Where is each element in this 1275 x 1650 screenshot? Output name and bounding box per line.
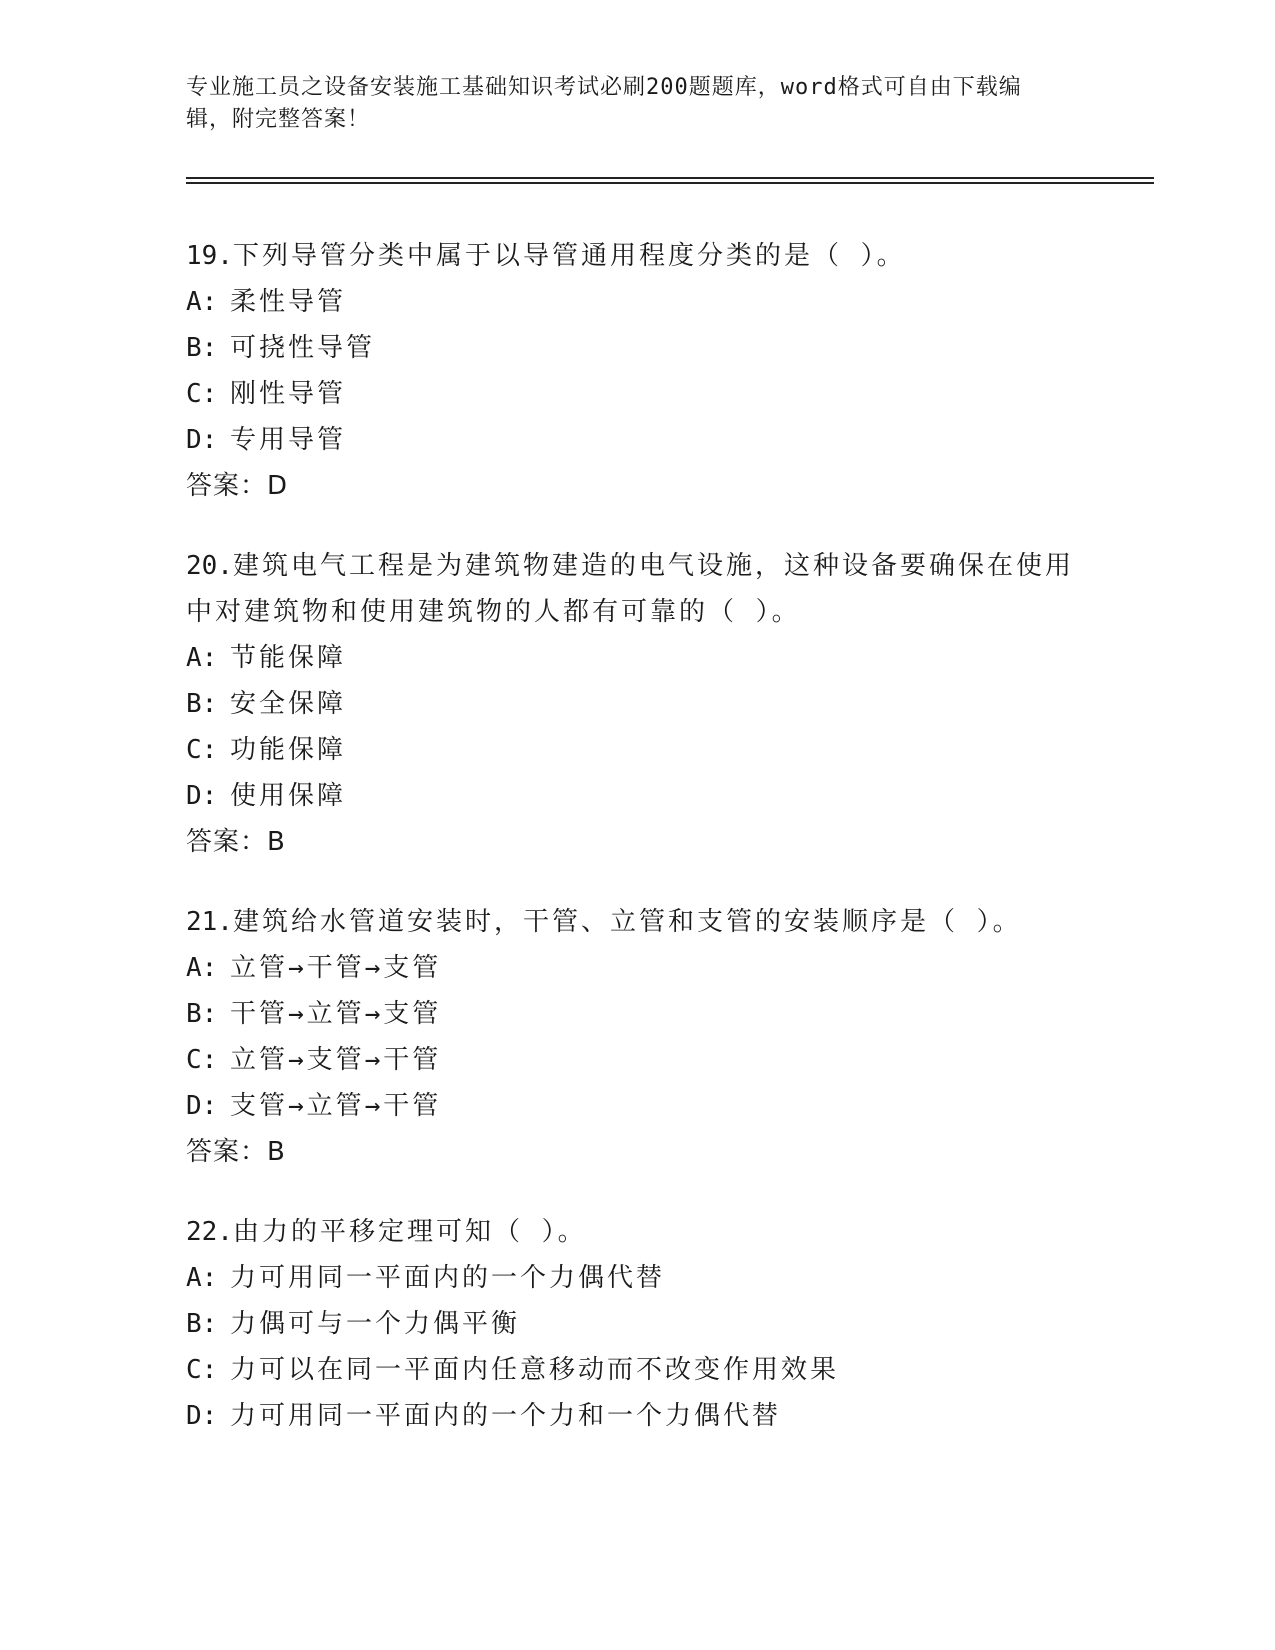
question-stem <box>186 233 1086 279</box>
question-stem <box>186 543 1086 635</box>
option-letter: A: <box>186 287 218 317</box>
option-letter: C: <box>186 1355 218 1385</box>
option-letter: A: <box>186 953 218 983</box>
option-text: 安全保障 <box>230 689 347 719</box>
question-list <box>186 233 1086 1473</box>
option-a <box>186 1255 1086 1301</box>
option-text: 力可用同一平面内的一个力偶代替 <box>230 1263 666 1293</box>
option-c <box>186 371 1086 417</box>
question-number: 20. <box>186 551 233 581</box>
option-d <box>186 1083 1086 1129</box>
question-number: 21. <box>186 907 233 937</box>
option-b <box>186 1301 1086 1347</box>
option-letter: B: <box>186 333 218 363</box>
option-letter: B: <box>186 689 218 719</box>
option-text: 节能保障 <box>230 643 347 673</box>
option-text: 力可以在同一平面内任意移动而不改变作用效果 <box>230 1355 840 1385</box>
header-divider-top <box>186 177 1154 179</box>
question-text: 建筑电气工程是为建筑物建造的电气设施，这种设备要确保在使用中对建筑物和使用建筑物的人都有可靠的（ ）。 <box>186 551 1074 627</box>
option-letter: D: <box>186 1401 218 1431</box>
option-c <box>186 727 1086 773</box>
option-c <box>186 1037 1086 1083</box>
option-letter: D: <box>186 781 218 811</box>
option-c <box>186 1347 1086 1393</box>
question-text: 下列导管分类中属于以导管通用程度分类的是（ ）。 <box>232 241 906 271</box>
option-b <box>186 681 1086 727</box>
question-stem <box>186 1209 1086 1255</box>
option-letter: C: <box>186 379 218 409</box>
option-text: 干管→立管→支管 <box>230 999 442 1029</box>
question-stem <box>186 899 1086 945</box>
option-text: 专用导管 <box>230 425 347 455</box>
option-d <box>186 417 1086 463</box>
question-number: 22. <box>186 1217 233 1247</box>
question-text: 建筑给水管道安装时，干管、立管和支管的安装顺序是（ ）。 <box>232 907 1022 937</box>
option-a <box>186 945 1086 991</box>
option-text: 力可用同一平面内的一个力和一个力偶代替 <box>230 1401 782 1431</box>
option-d <box>186 773 1086 819</box>
question-21 <box>186 899 1086 1175</box>
option-a <box>186 635 1086 681</box>
option-b <box>186 325 1086 371</box>
document-title: 专业施工员之设备安装施工基础知识考试必刷200题题库，word格式可自由下载编辑，附完整答案！ <box>186 75 1022 132</box>
option-text: 使用保障 <box>230 781 347 811</box>
option-letter: C: <box>186 1045 218 1075</box>
option-letter: C: <box>186 735 218 765</box>
option-text: 柔性导管 <box>230 287 347 317</box>
option-letter: A: <box>186 1263 218 1293</box>
question-20 <box>186 543 1086 865</box>
option-text: 力偶可与一个力偶平衡 <box>230 1309 521 1339</box>
option-text: 功能保障 <box>230 735 347 765</box>
option-text: 可挠性导管 <box>230 333 376 363</box>
option-text: 立管→干管→支管 <box>230 953 442 983</box>
document-header <box>186 72 1066 136</box>
option-a <box>186 279 1086 325</box>
option-letter: D: <box>186 1091 218 1121</box>
option-letter: B: <box>186 1309 218 1339</box>
option-text: 支管→立管→干管 <box>230 1091 442 1121</box>
question-text: 由力的平移定理可知（ ）。 <box>232 1217 587 1247</box>
question-number: 19. <box>186 241 233 271</box>
question-19 <box>186 233 1086 509</box>
answer-line: 答案：D <box>186 471 289 501</box>
option-letter: A: <box>186 643 218 673</box>
option-text: 刚性导管 <box>230 379 347 409</box>
option-letter: B: <box>186 999 218 1029</box>
header-divider-bottom <box>186 182 1154 184</box>
option-d <box>186 1393 1086 1439</box>
option-text: 立管→支管→干管 <box>230 1045 442 1075</box>
answer-line: 答案：B <box>186 827 286 857</box>
answer-line: 答案：B <box>186 1137 286 1167</box>
option-letter: D: <box>186 425 218 455</box>
question-22 <box>186 1209 1086 1439</box>
option-b <box>186 991 1086 1037</box>
